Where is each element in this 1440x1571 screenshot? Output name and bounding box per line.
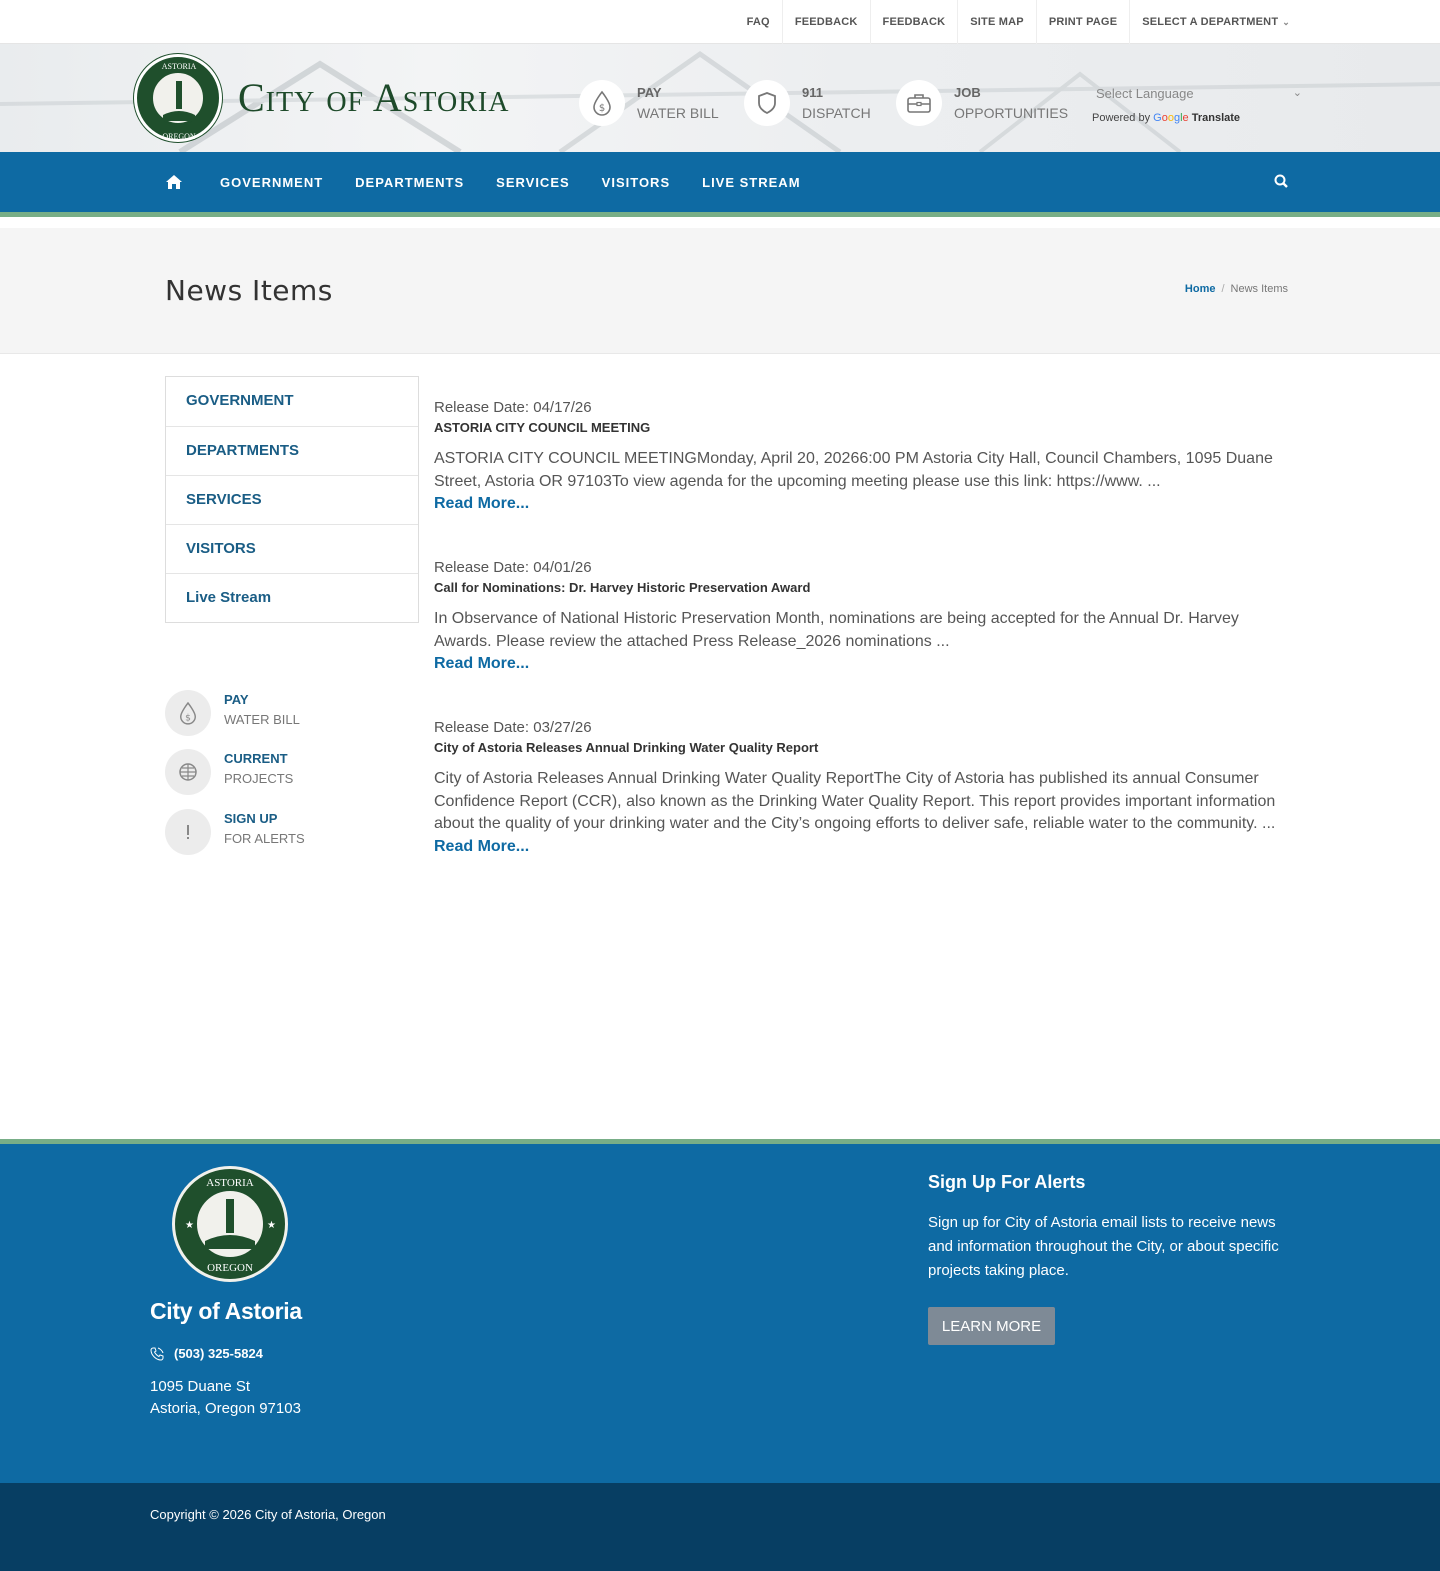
breadcrumb-current: News Items <box>1230 283 1288 295</box>
footer-address <box>150 1376 301 1420</box>
water-drop-dollar-icon <box>165 690 211 736</box>
news-release-date: Release Date: 03/27/26 <box>434 719 592 736</box>
site-header <box>0 44 1440 152</box>
google-logo: Google <box>1153 112 1189 124</box>
globe-grid-icon <box>165 749 211 795</box>
language-select-placeholder: Select Language <box>1096 86 1194 101</box>
pay-water-bill-link[interactable] <box>579 80 719 126</box>
footer-address-line1: 1095 Duane St <box>150 1378 251 1395</box>
nav-government[interactable]: GOVERNMENT <box>220 174 324 190</box>
powered-by-google-translate <box>1092 112 1302 124</box>
main-navigation <box>0 152 1440 212</box>
select-department-dropdown[interactable] <box>1129 0 1302 44</box>
svg-text:OREGON: OREGON <box>162 132 196 141</box>
news-summary: City of Astoria Releases Annual Drinking Water Quality ReportThe City of Astoria has published its annual Consumer Confidence Report (CCR), also known as the Drinking Water Quality Report. This report provides important information about the quality of your drinking water and the City’s ongoing efforts to deliver safe, reliable water to the community. ... <box>434 770 1276 832</box>
nav-visitors[interactable]: VISITORS <box>601 174 671 190</box>
breadcrumb-separator: / <box>1221 283 1225 295</box>
exclamation-icon <box>165 809 211 855</box>
sidebar-alerts-line1: SIGN UP <box>224 811 278 826</box>
read-more-link[interactable]: Read More... <box>434 655 530 672</box>
quick-911-line2: DISPATCH <box>802 105 871 121</box>
footer-alerts-title: Sign Up For Alerts <box>928 1172 1086 1192</box>
svg-text:$: $ <box>185 713 191 724</box>
footer-phone-number: (503) 325-5824 <box>174 1346 263 1361</box>
sidebar-alerts-line2: FOR ALERTS <box>224 831 305 846</box>
footer-city-seal <box>172 1166 288 1282</box>
utility-link-faq[interactable]: FAQ <box>746 16 770 28</box>
powered-by-label: Powered by <box>1092 112 1151 124</box>
nav-live-stream[interactable]: LIVE STREAM <box>702 174 801 190</box>
copyright-text: Copyright © 2026 City of Astoria, Oregon <box>150 1507 386 1522</box>
svg-text:OREGON: OREGON <box>207 1262 253 1274</box>
sidebar-item-departments[interactable]: DEPARTMENTS <box>166 426 418 475</box>
sidebar-pay-line2: WATER BILL <box>224 712 300 727</box>
select-department-label: SELECT A DEPARTMENT <box>1142 16 1279 28</box>
news-summary: In Observance of National Historic Preservation Month, nominations are being accepted for the Annual Dr. Harvey Awards. Please review the attached Press Release_2026 nominations ... <box>434 610 1239 650</box>
language-select[interactable] <box>1092 86 1302 108</box>
utility-link-feedback-2[interactable]: FEEDBACK <box>870 0 958 44</box>
chevron-down-icon: ⌄ <box>1292 87 1302 99</box>
footer-address-line2: Astoria, Oregon 97103 <box>150 1400 301 1417</box>
utility-bar <box>0 0 1440 44</box>
nav-services[interactable]: SERVICES <box>496 174 570 190</box>
site-title[interactable]: City of Astoria <box>238 75 510 120</box>
footer-phone[interactable] <box>150 1346 263 1361</box>
news-summary: ASTORIA CITY COUNCIL MEETINGMonday, April 20, 20266:00 PM Astoria City Hall, Council Chambers, 1095 Duane Street, Astoria OR 97103To view agenda for the upcoming meeting please use this link: https://www. ... <box>434 450 1273 490</box>
sidebar-pay-line1: PAY <box>224 692 249 707</box>
sidebar-projects-line1: CURRENT <box>224 751 288 766</box>
nav-departments[interactable]: DEPARTMENTS <box>355 174 465 190</box>
site-footer <box>0 1139 1440 1483</box>
svg-text:ASTORIA: ASTORIA <box>206 1177 254 1189</box>
sidebar-menu <box>165 376 419 623</box>
news-title: ASTORIA CITY COUNCIL MEETING <box>434 420 651 435</box>
sidebar-item-visitors[interactable]: VISITORS <box>166 524 418 573</box>
quick-job-line2: OPPORTUNITIES <box>954 105 1069 121</box>
search-icon[interactable] <box>1274 174 1288 193</box>
quick-pay-line1: PAY <box>637 85 662 100</box>
news-item <box>434 719 1290 858</box>
quick-pay-line2: WATER BILL <box>637 105 719 121</box>
google-translate-widget <box>1092 86 1302 124</box>
utility-link-site-map[interactable]: SITE MAP <box>957 0 1036 44</box>
news-item <box>434 399 1290 515</box>
breadcrumb-home[interactable]: Home <box>1184 283 1216 295</box>
news-title: City of Astoria Releases Annual Drinking Water Quality Report <box>434 740 819 755</box>
home-icon[interactable] <box>166 175 182 189</box>
translate-link[interactable]: Translate <box>1191 112 1241 124</box>
news-release-date: Release Date: 04/01/26 <box>434 559 592 576</box>
water-drop-dollar-icon <box>579 80 625 126</box>
job-opportunities-link[interactable] <box>896 80 1068 126</box>
news-item <box>434 559 1290 675</box>
chevron-down-icon: ⌄ <box>1282 17 1290 27</box>
news-title: Call for Nominations: Dr. Harvey Historic Preservation Award <box>434 580 811 595</box>
read-more-link[interactable]: Read More... <box>434 495 530 512</box>
sidebar-item-government[interactable]: GOVERNMENT <box>186 392 294 409</box>
footer-alerts-text: Sign up for City of Astoria email lists to receive news and information throughout the City, or about specific projects taking place. <box>928 1214 1279 1279</box>
svg-text:★: ★ <box>267 1220 276 1231</box>
sidebar-item-services[interactable]: SERVICES <box>166 475 418 524</box>
utility-link-print-page[interactable]: PRINT PAGE <box>1036 0 1129 44</box>
page-title-bar <box>0 228 1440 354</box>
svg-text:★: ★ <box>185 1220 194 1231</box>
copyright-bar <box>0 1483 1440 1571</box>
utility-links <box>735 0 1302 44</box>
quick-911-line1: 911 <box>802 85 823 100</box>
dispatch-911-link[interactable] <box>744 80 871 126</box>
learn-more-button[interactable]: LEARN MORE <box>928 1307 1055 1345</box>
phone-icon <box>150 1347 164 1361</box>
briefcase-icon <box>896 80 942 126</box>
news-release-date: Release Date: 04/17/26 <box>434 399 592 416</box>
page-title: News Items <box>165 274 333 307</box>
svg-text:ASTORIA: ASTORIA <box>161 62 197 71</box>
sidebar-projects-line2: PROJECTS <box>224 771 294 786</box>
city-seal-logo[interactable] <box>134 54 222 142</box>
quick-job-line1: JOB <box>954 85 981 100</box>
read-more-link[interactable]: Read More... <box>434 837 530 855</box>
breadcrumb <box>1185 283 1288 295</box>
shield-icon <box>744 80 790 126</box>
utility-link-feedback[interactable]: FEEDBACK <box>782 0 870 44</box>
svg-text:$: $ <box>598 103 606 114</box>
sidebar-item-live-stream[interactable]: Live Stream <box>166 573 418 622</box>
footer-city-name: City of Astoria <box>150 1298 302 1324</box>
